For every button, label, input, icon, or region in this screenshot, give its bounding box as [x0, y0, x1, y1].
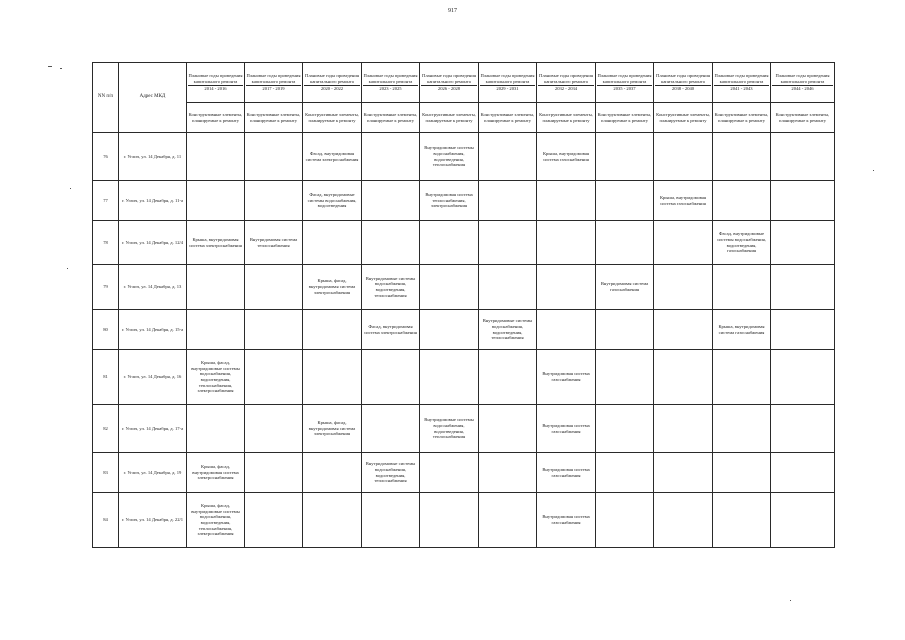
repair-elements-cell: [537, 181, 596, 221]
period-range: 2041 - 2043: [714, 85, 769, 92]
scan-speck: [790, 600, 791, 601]
repair-elements-cell: Фасад, внутридомовая система электроснабжения: [362, 310, 420, 350]
repair-elements-cell: [187, 265, 245, 310]
repair-elements-cell: [596, 133, 654, 181]
repair-elements-cell: [187, 133, 245, 181]
table-row: [93, 453, 835, 493]
period-caption: Плановые годы проведения капитального ремонта: [363, 72, 418, 84]
repair-elements-cell: [596, 493, 654, 548]
header-elements: Конструктивные элементы, планируемые к ремонту: [654, 103, 713, 133]
repair-elements-cell: Внутридомовые системы водоснабжения, водоотведения, теплоснабжения: [420, 133, 479, 181]
repair-elements-cell: [420, 453, 479, 493]
period-caption: Плановые годы проведения капитального ремонта: [188, 72, 243, 84]
repair-elements-cell: [362, 181, 420, 221]
repair-elements-cell: Внутридомовая система газоснабжения: [537, 453, 596, 493]
row-number: 84: [93, 493, 119, 548]
repair-elements-cell: [479, 405, 537, 453]
row-number: 81: [93, 350, 119, 405]
period-caption: Плановые годы проведения капитального ремонта: [597, 72, 652, 84]
repair-elements-cell: Внутридомовые системы водоснабжения, водоотведения, теплоснабжения: [362, 453, 420, 493]
repair-elements-cell: [187, 405, 245, 453]
repair-elements-cell: [713, 133, 771, 181]
header-elements: Конструктивные элементы, планируемые к ремонту: [479, 103, 537, 133]
repair-elements-cell: [771, 133, 835, 181]
repair-elements-cell: [245, 133, 303, 181]
repair-elements-cell: [771, 350, 835, 405]
header-period: [187, 63, 245, 103]
repair-elements-cell: Внутридомовая система газоснабжения: [596, 265, 654, 310]
capital-repair-schedule-table: [92, 62, 835, 548]
row-number: 77: [93, 181, 119, 221]
header-period: [596, 63, 654, 103]
repair-elements-cell: Крыша, внутридомовая система электроснабжения: [187, 221, 245, 265]
repair-elements-cell: Внутридомовая система газоснабжения: [537, 493, 596, 548]
repair-elements-cell: Внутридомовая система газоснабжения: [537, 405, 596, 453]
table-row: [93, 221, 835, 265]
period-caption: Плановые годы проведения капитального ремонта: [480, 72, 535, 84]
repair-elements-cell: [479, 181, 537, 221]
repair-elements-cell: Крыша, фасад, внутридомовые системы водоснабжения, водоотведения, теплоснабжения, электроснабжения: [187, 350, 245, 405]
repair-elements-cell: [654, 310, 713, 350]
repair-elements-cell: [479, 133, 537, 181]
repair-elements-cell: Фасад, внутридомовые системы водоснабжения, водоотведения: [303, 181, 362, 221]
table-row: [93, 265, 835, 310]
repair-elements-cell: [537, 265, 596, 310]
scan-speck: [70, 188, 71, 189]
row-address: г. Углич, ул. 14 Декабря, д. 16: [119, 350, 187, 405]
repair-elements-cell: [420, 310, 479, 350]
period-caption: Плановые годы проведения капитального ремонта: [422, 72, 476, 84]
repair-elements-cell: [596, 405, 654, 453]
repair-elements-cell: Внутридомовые системы водоснабжения, водоотведения, теплоснабжения: [479, 310, 537, 350]
header-period: [537, 63, 596, 103]
repair-elements-cell: Крыша, фасад, внутридомовая система электроснабжения: [187, 453, 245, 493]
repair-elements-cell: [362, 405, 420, 453]
repair-elements-cell: [362, 350, 420, 405]
repair-elements-cell: Крыша, фасад, внутридомовые системы водоснабжения, водоотведения, теплоснабжения, электроснабжения: [187, 493, 245, 548]
repair-elements-cell: [596, 310, 654, 350]
table-row: [93, 493, 835, 548]
header-period: [245, 63, 303, 103]
period-range: 2032 - 2034: [538, 85, 594, 92]
repair-elements-cell: [303, 350, 362, 405]
repair-elements-cell: [713, 265, 771, 310]
header-address: Адрес МКД: [119, 63, 187, 133]
repair-elements-cell: [713, 493, 771, 548]
period-caption: Плановые годы проведения капитального ремонта: [305, 72, 359, 84]
repair-elements-cell: [303, 493, 362, 548]
scan-speck: [60, 68, 62, 69]
period-range: 2023 - 2025: [363, 85, 418, 92]
row-address: г. Углич, ул. 14 Декабря, д. 13: [119, 265, 187, 310]
repair-elements-cell: [537, 310, 596, 350]
repair-elements-cell: [303, 221, 362, 265]
header-number: NN п/п: [93, 63, 119, 133]
header-row-elements: [93, 103, 835, 133]
repair-elements-cell: [420, 221, 479, 265]
repair-elements-cell: Крыша, внутридомовая система газоснабжения: [713, 310, 771, 350]
repair-elements-cell: [771, 221, 835, 265]
repair-elements-cell: [771, 405, 835, 453]
period-range: 2029 - 2031: [480, 85, 535, 92]
header-elements: Конструктивные элементы, планируемые к ремонту: [187, 103, 245, 133]
repair-elements-cell: [596, 453, 654, 493]
period-range: 2014 - 2016: [188, 85, 243, 92]
repair-elements-cell: Крыша, внутридомовая система газоснабжения: [654, 181, 713, 221]
repair-elements-cell: [713, 405, 771, 453]
header-elements: Конструктивные элементы, планируемые к ремонту: [537, 103, 596, 133]
repair-elements-cell: [245, 453, 303, 493]
repair-elements-cell: [654, 405, 713, 453]
row-address: г. Углич, ул. 14 Декабря, д. 17-а: [119, 405, 187, 453]
row-number: 78: [93, 221, 119, 265]
period-caption: Плановые годы проведения капитального ремонта: [246, 72, 301, 84]
repair-elements-cell: [537, 221, 596, 265]
repair-elements-cell: Внутридомовая система теплоснабжения: [245, 221, 303, 265]
row-number: 83: [93, 453, 119, 493]
header-period: [420, 63, 479, 103]
repair-elements-cell: [771, 310, 835, 350]
repair-elements-cell: [245, 405, 303, 453]
repair-elements-cell: [479, 350, 537, 405]
repair-elements-cell: Внутридомовые системы водоснабжения, водоотведения, теплоснабжения: [420, 405, 479, 453]
row-address: г. Углич, ул. 14 Декабря, д. 11: [119, 133, 187, 181]
repair-elements-cell: [420, 350, 479, 405]
period-range: 2035 - 2037: [597, 85, 652, 92]
repair-elements-cell: [187, 181, 245, 221]
period-caption: Плановые годы проведения капитального ремонта: [714, 72, 769, 84]
repair-elements-cell: [771, 265, 835, 310]
header-elements: Конструктивные элементы, планируемые к ремонту: [362, 103, 420, 133]
repair-elements-cell: [654, 265, 713, 310]
repair-elements-cell: [245, 493, 303, 548]
repair-elements-cell: [654, 493, 713, 548]
repair-elements-cell: [362, 493, 420, 548]
repair-elements-cell: [596, 350, 654, 405]
table-row: [93, 181, 835, 221]
header-period: [713, 63, 771, 103]
row-address: г. Углич, ул. 14 Декабря, д. 22/1: [119, 493, 187, 548]
scan-speck: [48, 66, 52, 67]
repair-elements-cell: [362, 133, 420, 181]
repair-elements-cell: [713, 350, 771, 405]
repair-elements-cell: [596, 181, 654, 221]
row-address: г. Углич, ул. 14 Декабря, д. 11-а: [119, 181, 187, 221]
repair-elements-cell: Крыша, внутридомовая система газоснабжения: [537, 133, 596, 181]
repair-elements-cell: [245, 350, 303, 405]
repair-elements-cell: [479, 453, 537, 493]
repair-elements-cell: [713, 453, 771, 493]
repair-elements-cell: [303, 453, 362, 493]
repair-elements-cell: [771, 181, 835, 221]
row-number: 82: [93, 405, 119, 453]
repair-elements-cell: [187, 310, 245, 350]
scan-speck: [873, 170, 874, 171]
period-range: 2020 - 2022: [304, 85, 360, 92]
period-caption: Плановые годы проведения капитального ремонта: [656, 72, 710, 84]
period-range: 2038 - 2040: [655, 85, 711, 92]
row-number: 80: [93, 310, 119, 350]
row-address: г. Углич, ул. 14 Декабря, д. 19: [119, 453, 187, 493]
row-number: 76: [93, 133, 119, 181]
repair-elements-cell: [771, 493, 835, 548]
repair-elements-cell: Крыша, фасад, внутридомовая система электроснабжения: [303, 265, 362, 310]
repair-elements-cell: [654, 133, 713, 181]
repair-elements-cell: [654, 453, 713, 493]
repair-elements-cell: [771, 453, 835, 493]
table-row: [93, 310, 835, 350]
repair-elements-cell: Внутридомовая система теплоснабжения, электроснабжения: [420, 181, 479, 221]
row-address: г. Углич, ул. 14 Декабря, д. 12/4: [119, 221, 187, 265]
repair-elements-cell: [713, 181, 771, 221]
repair-elements-cell: [420, 493, 479, 548]
header-elements: Конструктивные элементы, планируемые к ремонту: [596, 103, 654, 133]
header-row-periods: [93, 63, 835, 103]
repair-elements-cell: [479, 493, 537, 548]
header-elements: Конструктивные элементы, планируемые к ремонту: [245, 103, 303, 133]
repair-elements-cell: Внутридомовая система газоснабжения: [537, 350, 596, 405]
table-row: [93, 350, 835, 405]
repair-elements-cell: [654, 350, 713, 405]
repair-elements-cell: [479, 221, 537, 265]
table-body: [93, 133, 835, 548]
row-address: г. Углич, ул. 14 Декабря, д. 15-а: [119, 310, 187, 350]
header-period: [362, 63, 420, 103]
table-row: [93, 133, 835, 181]
scan-speck: [67, 268, 68, 269]
repair-elements-cell: [245, 265, 303, 310]
repair-elements-cell: [303, 310, 362, 350]
repair-elements-cell: [420, 265, 479, 310]
repair-elements-cell: [245, 181, 303, 221]
repair-elements-cell: Фасад, внутридомовая система электроснабжения: [303, 133, 362, 181]
repair-elements-cell: Фасад, внутридомовые системы водоснабжения, водоотведения, газоснабжения: [713, 221, 771, 265]
repair-elements-cell: [596, 221, 654, 265]
header-elements: Конструктивные элементы, планируемые к ремонту: [420, 103, 479, 133]
period-caption: Плановые годы проведения капитального ремонта: [775, 72, 830, 84]
table-row: [93, 405, 835, 453]
header-period: [479, 63, 537, 103]
header-period: [654, 63, 713, 103]
page-number: 917: [448, 8, 457, 14]
row-number: 79: [93, 265, 119, 310]
period-range: 2044 - 2046: [772, 85, 833, 92]
repair-elements-cell: [479, 265, 537, 310]
repair-elements-cell: Внутридомовые системы водоснабжения, водоотведения, теплоснабжения: [362, 265, 420, 310]
header-elements: Конструктивные элементы, планируемые к ремонту: [713, 103, 771, 133]
header-elements: Конструктивные элементы, планируемые к ремонту: [303, 103, 362, 133]
period-range: 2026 - 2028: [421, 85, 477, 92]
header-period: [771, 63, 835, 103]
header-period: [303, 63, 362, 103]
period-range: 2017 - 2019: [246, 85, 301, 92]
repair-elements-cell: [362, 221, 420, 265]
period-caption: Плановые годы проведения капитального ремонта: [539, 72, 593, 84]
repair-elements-cell: [654, 221, 713, 265]
repair-elements-cell: [245, 310, 303, 350]
header-elements: Конструктивные элементы, планируемые к ремонту: [771, 103, 835, 133]
repair-elements-cell: Крыша, фасад, внутридомовая система электроснабжения: [303, 405, 362, 453]
